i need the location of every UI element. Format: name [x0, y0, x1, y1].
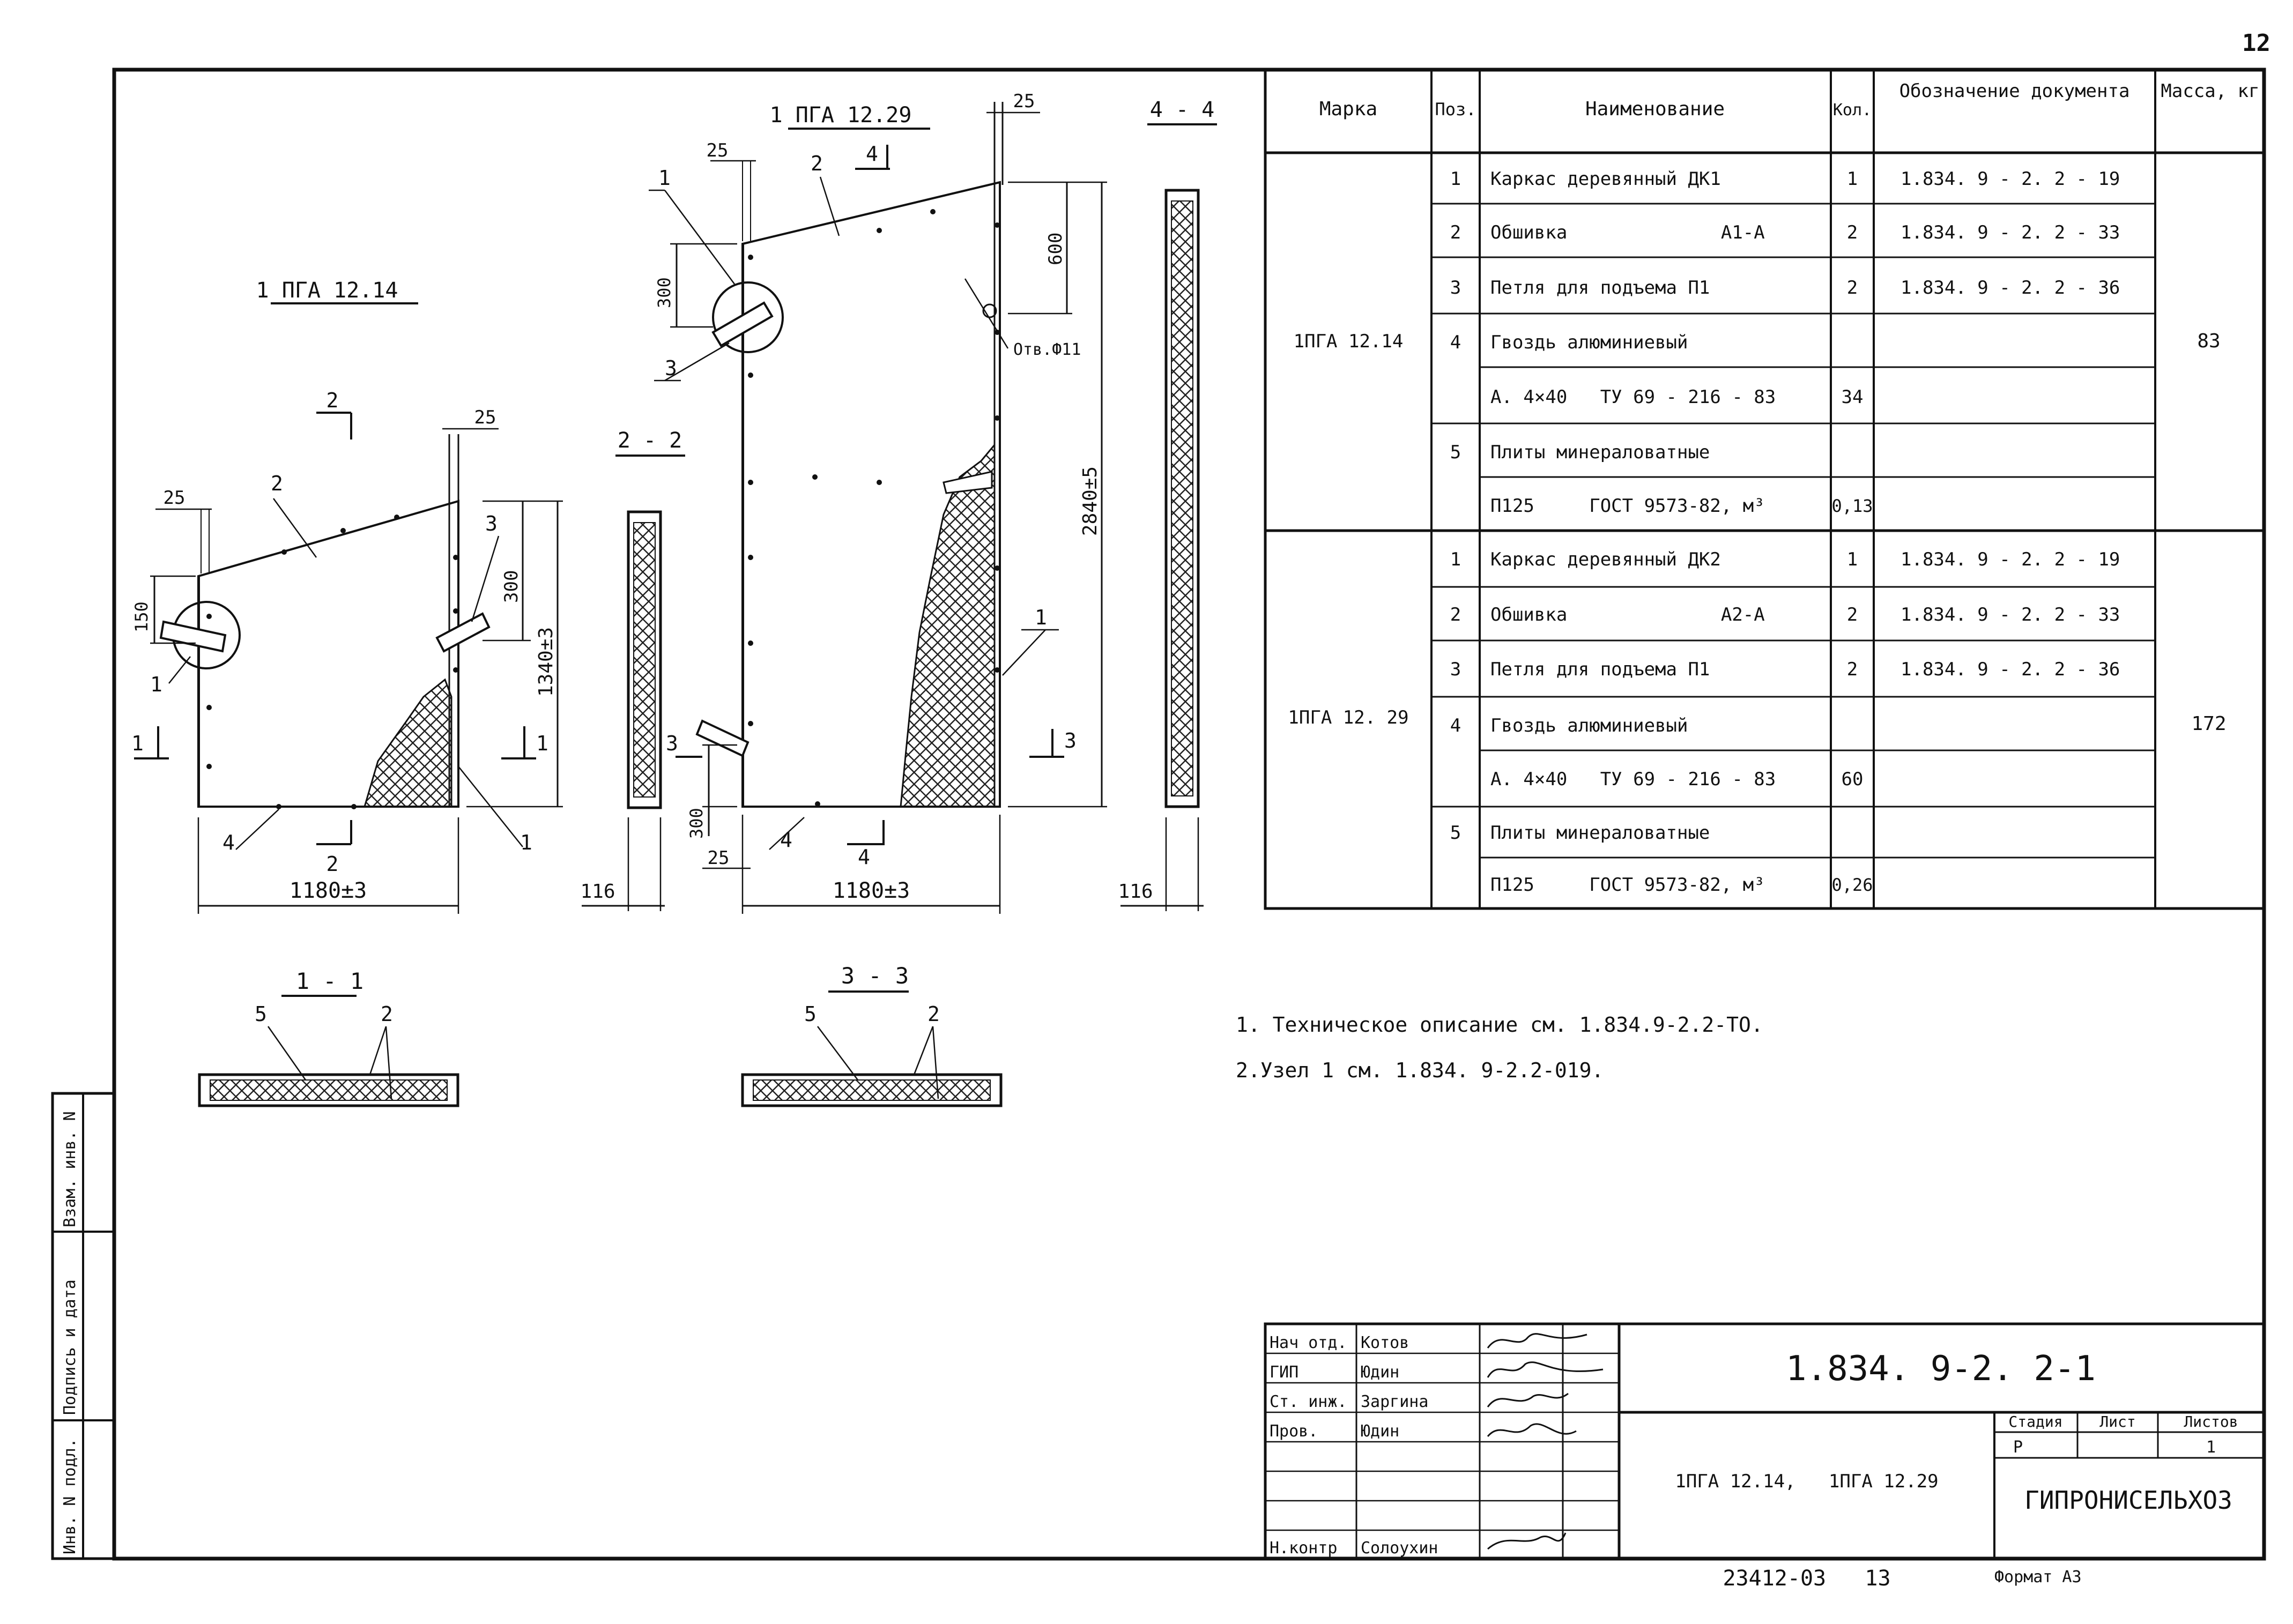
panel-b-view	[649, 91, 1107, 914]
cell-name: Петля для подъема П1	[1490, 659, 1710, 680]
header-mark: Марка	[1319, 98, 1378, 120]
cell-pos: 2	[1450, 222, 1461, 243]
dim-300-b-top: 300	[654, 277, 674, 308]
cell-name: Плиты минераловатные	[1490, 442, 1710, 463]
cell-doc: 1.834. 9 - 2. 2 - 33	[1901, 604, 2120, 625]
cell-qty: 1	[1846, 549, 1858, 570]
header-pos: Поз.	[1435, 99, 1476, 120]
panel-b-title: 1 ПГА 12.29	[769, 103, 912, 128]
stamp-signature-date: Подпись и дата	[61, 1279, 79, 1415]
cell-qty: 2	[1846, 604, 1858, 625]
group2-row-1	[1450, 549, 2120, 570]
document-description: 1ПГА 12.14, 1ПГА 12.29	[1675, 1471, 1939, 1492]
cell-name: Обшивка А2-А	[1490, 604, 1765, 625]
tb-role-3: Ст. инж.	[1270, 1392, 1347, 1411]
tb-name-7: Солоухин	[1361, 1539, 1438, 1558]
cell-qty: 2	[1846, 222, 1858, 243]
section-mark-2-bottom: 2	[326, 852, 339, 876]
cell-name: Петля для подъема П1	[1490, 277, 1710, 299]
group2-mass: 172	[2191, 713, 2227, 735]
cell-pos: 5	[1450, 442, 1461, 463]
group1-row-1	[1450, 168, 2120, 190]
cell-qty: 1	[1846, 168, 1858, 190]
section-mark-2-top: 2	[326, 389, 339, 412]
group1-row-3	[1450, 277, 2120, 299]
dim-600-b: 600	[1045, 232, 1066, 265]
section-3-3-title: 3 - 3	[841, 963, 909, 989]
tb-name-3: Заргина	[1361, 1392, 1429, 1411]
dim-25-b-bottom: 25	[707, 847, 730, 869]
stage-header: Стадия	[2008, 1413, 2063, 1431]
section-4-4-title: 4 - 4	[1149, 98, 1215, 122]
cell-qty: 2	[1846, 277, 1858, 299]
dim-height-a: 1340±3	[535, 627, 557, 697]
section-3-3-view	[743, 963, 1001, 1106]
sheets-value: 1	[2206, 1438, 2216, 1457]
note-1: 1. Техническое описание см. 1.834.9-2.2-ТО.	[1236, 1013, 1763, 1037]
section-mark-4-bottom: 4	[858, 845, 870, 869]
title-block	[1265, 1324, 2264, 1591]
document-code: 1.834. 9-2. 2-1	[1786, 1349, 2096, 1389]
section-2-2-view	[580, 428, 685, 911]
group1-mark: 1ПГА 12.14	[1293, 331, 1404, 352]
sheets-header: Листов	[2184, 1413, 2238, 1431]
callout-a-1b: 1	[520, 831, 532, 854]
dim-300-b-bottom: 300	[686, 808, 707, 839]
dim-25-b-top-right: 25	[1013, 91, 1035, 112]
cell-pos: 1	[1450, 549, 1461, 570]
dim-25-b-top-left: 25	[706, 140, 729, 161]
section-mark-1-right: 1	[536, 732, 548, 755]
group2-row-4	[1450, 715, 1688, 736]
header-mass: Масса, кг	[2161, 80, 2260, 102]
tb-name-4: Юдин	[1361, 1422, 1400, 1441]
dim-width-a: 1180±3	[289, 878, 367, 903]
group2-row-6	[1450, 822, 1710, 844]
hole-label: Отв.Ф11	[1013, 340, 1081, 359]
dim-height-b: 2840±5	[1079, 466, 1101, 536]
cell-pos: 3	[1450, 659, 1461, 680]
callout-a-3: 3	[485, 512, 498, 535]
section-1-1-title: 1 - 1	[295, 968, 364, 994]
dim-116-4-4: 116	[1118, 881, 1153, 903]
callout-b-2: 2	[811, 152, 823, 175]
section-mark-3-right: 3	[1064, 729, 1077, 753]
cell-qty: 34	[1841, 386, 1864, 408]
group1-mass: 83	[2197, 330, 2221, 352]
stamp-inv-podl: Инв. N подл.	[61, 1438, 79, 1554]
group2-row-5	[1490, 769, 1863, 790]
specification-table	[1265, 70, 2264, 908]
group2-mark: 1ПГА 12. 29	[1288, 707, 1409, 728]
group1-row-5	[1490, 386, 1863, 408]
tb-role-7: Н.контр	[1270, 1539, 1338, 1558]
dim-width-b: 1180±3	[832, 878, 910, 903]
dim-300-a: 300	[501, 570, 522, 603]
group1-row-2	[1450, 222, 2120, 243]
cell-qty: 2	[1846, 659, 1858, 680]
cell-name: Каркас деревянный ДК2	[1490, 549, 1721, 570]
cell-pos: 2	[1450, 604, 1461, 625]
cell-pos: 4	[1450, 715, 1461, 736]
tb-role-1: Нач отд.	[1270, 1334, 1347, 1352]
section-mark-3-left: 3	[666, 732, 678, 755]
cell-doc: 1.834. 9 - 2. 2 - 36	[1901, 659, 2120, 680]
group1-row-4	[1450, 332, 1688, 353]
cell-name: П125 ГОСТ 9573-82, м³	[1490, 495, 1765, 517]
header-name: Наименование	[1585, 98, 1725, 120]
tb-role-2: ГИП	[1270, 1363, 1299, 1382]
callout-a-1: 1	[150, 673, 162, 696]
dim-116-2-2: 116	[580, 881, 615, 903]
cell-doc: 1.834. 9 - 2. 2 - 19	[1901, 168, 2120, 190]
cell-doc: 1.834. 9 - 2. 2 - 33	[1901, 222, 2120, 243]
sheet-number: 12	[2242, 29, 2270, 57]
panel-a-title: 1 ПГА 12.14	[256, 278, 398, 303]
cell-name: А. 4×40 ТУ 69 - 216 - 83	[1490, 769, 1776, 790]
section-1-1-view	[199, 968, 458, 1106]
cell-pos: 1	[1450, 168, 1461, 190]
cell-doc: 1.834. 9 - 2. 2 - 19	[1901, 549, 2120, 570]
callout-s33-5: 5	[804, 1002, 817, 1026]
cell-qty: 60	[1841, 769, 1864, 790]
header-doc: Обозначение документа	[1899, 80, 2130, 102]
cell-qty: 0,26	[1831, 875, 1873, 895]
cell-pos: 3	[1450, 277, 1461, 299]
group2-row-2	[1450, 604, 2120, 625]
tb-name-2: Юдин	[1361, 1363, 1400, 1382]
callout-b-1b: 1	[1035, 606, 1047, 629]
cell-name: Плиты минераловатные	[1490, 822, 1710, 844]
side-stamp	[53, 1093, 114, 1559]
cell-name: П125 ГОСТ 9573-82, м³	[1490, 874, 1765, 896]
cell-name: Гвоздь алюминиевый	[1490, 715, 1688, 736]
section-mark-1-left: 1	[131, 732, 144, 755]
cell-pos: 5	[1450, 822, 1461, 844]
dim-25-a-left: 25	[163, 487, 185, 509]
callout-b-4: 4	[780, 828, 792, 852]
section-mark-4-top: 4	[866, 142, 878, 166]
header-qty: Кол.	[1832, 101, 1872, 120]
stamp-replace-inv: Взам. инв. N	[61, 1111, 79, 1227]
callout-s11-5: 5	[255, 1002, 267, 1026]
group1-row-6	[1450, 442, 1710, 463]
section-4-4-view	[1118, 98, 1217, 911]
callout-s33-2: 2	[927, 1002, 940, 1026]
cell-qty: 0,13	[1831, 496, 1873, 516]
note-2: 2.Узел 1 см. 1.834. 9-2.2-019.	[1236, 1059, 1604, 1082]
callout-a-4: 4	[222, 831, 235, 854]
panel-a-view	[131, 278, 563, 914]
group2-row-3	[1450, 659, 2120, 680]
callout-a-2: 2	[271, 472, 283, 495]
dim-150-a: 150	[131, 601, 152, 632]
tb-name-1: Котов	[1361, 1334, 1409, 1352]
cell-name: Каркас деревянный ДК1	[1490, 168, 1721, 190]
archive-number: 23412-03 13	[1723, 1566, 1891, 1591]
cell-pos: 4	[1450, 332, 1461, 353]
callout-b-3: 3	[665, 356, 677, 380]
organization-name: ГИПРОНИСЕЛЬХОЗ	[2024, 1486, 2232, 1515]
stage-value: Р	[2013, 1438, 2023, 1457]
sheet-header: Лист	[2099, 1413, 2136, 1431]
cell-name: Гвоздь алюминиевый	[1490, 332, 1688, 353]
tb-role-4: Пров.	[1270, 1422, 1318, 1441]
callout-s11-2: 2	[381, 1002, 393, 1026]
dim-25-a-right: 25	[474, 407, 496, 428]
group2-row-7	[1490, 874, 1873, 896]
cell-name: Обшивка А1-А	[1490, 222, 1765, 243]
cell-doc: 1.834. 9 - 2. 2 - 36	[1901, 277, 2120, 299]
callout-b-1: 1	[658, 166, 671, 190]
cell-name: А. 4×40 ТУ 69 - 216 - 83	[1490, 386, 1776, 408]
section-2-2-title: 2 - 2	[617, 428, 682, 453]
group1-row-7	[1490, 495, 1873, 517]
format-label: Формат А3	[1994, 1568, 2082, 1586]
